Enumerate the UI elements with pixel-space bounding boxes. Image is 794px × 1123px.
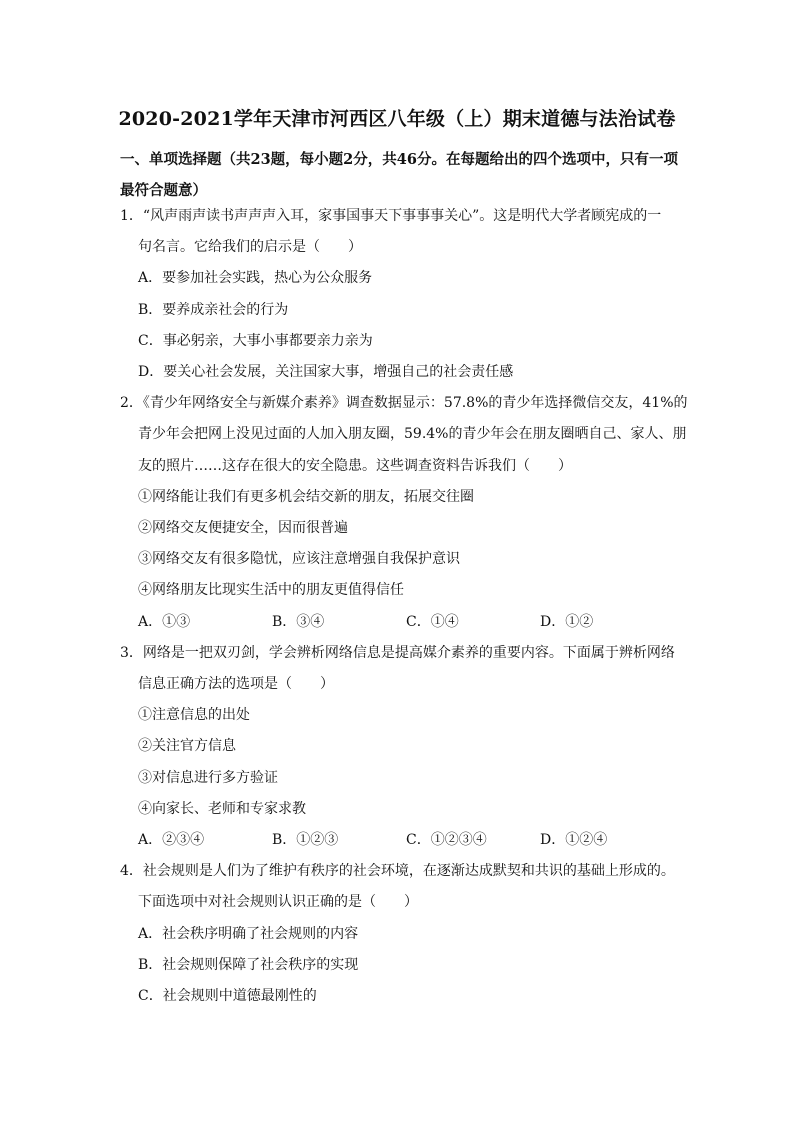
question-3-statement-3: ③对信息进行多方验证 bbox=[138, 769, 278, 786]
question-1-stem-line1: 1．“风声雨声读书声声声入耳，家事国事天下事事事关心”。这是明代大学者顾宪成的一 bbox=[120, 208, 662, 224]
question-3-stem-line1: 3．网络是一把双刃剑，学会辨析网络信息是提高媒介素养的重要内容。下面属于辨析网络 bbox=[120, 644, 675, 661]
question-4-option-a: A．社会秩序明确了社会规则的内容 bbox=[138, 925, 359, 942]
question-1-option-a: A．要参加社会实践，热心为公众服务 bbox=[138, 270, 373, 287]
question-2-stem-line1: 2．《青少年网络安全与新媒介素养》调查数据显示：57.8%的青少年选择微信交友，41%的 bbox=[120, 395, 688, 412]
question-3-option-b: B．①②③ bbox=[272, 832, 339, 849]
question-3-options bbox=[120, 825, 680, 856]
question-2-statement-3: ③网络交友有很多隐忧，应该注意增强自我保护意识 bbox=[138, 551, 460, 568]
question-2-stem-line3: 友的照片……这存在很大的安全隐患。这些调查资料告诉我们（ ） bbox=[138, 457, 572, 474]
question-1-stem-line2: 句名言。它给我们的启示是（ ） bbox=[138, 239, 362, 256]
question-2-stem-line2: 青少年会把网上没见过面的人加入朋友圈，59.4%的青少年会在朋友圈晒自己、家人、朋 bbox=[138, 426, 687, 443]
question-4 bbox=[120, 856, 680, 1012]
questions-list bbox=[120, 201, 688, 1012]
question-3 bbox=[120, 638, 680, 856]
question-2-statement-1: ①网络能让我们有更多机会结交新的朋友，拓展交往圈 bbox=[138, 488, 474, 505]
question-3-option-d: D．①②④ bbox=[540, 832, 608, 849]
question-2-option-b: B．③④ bbox=[272, 613, 325, 630]
question-3-statement-4: ④向家长、老师和专家求教 bbox=[138, 800, 306, 817]
section-heading bbox=[120, 144, 680, 206]
question-4-stem-line1: 4．社会规则是人们为了维护有秩序的社会环境，在逐渐达成默契和共识的基础上形成的。 bbox=[120, 863, 675, 880]
question-2 bbox=[120, 388, 688, 638]
question-3-statement-1: ①注意信息的出处 bbox=[138, 707, 250, 724]
question-3-statement-2: ②关注官方信息 bbox=[138, 738, 236, 755]
question-1-option-d: D．要关心社会发展，关注国家大事，增强自己的社会责任感 bbox=[138, 364, 514, 381]
question-3-option-a: A．②③④ bbox=[138, 832, 205, 849]
question-1 bbox=[120, 201, 680, 388]
question-3-option-c: C．①②③④ bbox=[406, 832, 487, 849]
section-heading-line2: 最符合题意） bbox=[120, 182, 207, 199]
question-4-option-b: B．社会规则保障了社会秩序的实现 bbox=[138, 956, 359, 973]
question-4-option-c: C．社会规则中道德最刚性的 bbox=[138, 988, 317, 1005]
question-2-statement-4: ④网络朋友比现实生活中的朋友更值得信任 bbox=[138, 582, 404, 599]
document-title: 2020-2021学年天津市河西区八年级（上）期末道德与法治试卷 bbox=[118, 108, 676, 130]
section-heading-line1: 一、单项选择题（共23题，每小题2分，共46分。在每题给出的四个选项中，只有一项 bbox=[120, 151, 678, 168]
question-2-option-a: A．①③ bbox=[138, 613, 191, 630]
question-4-stem-line2: 下面选项中对社会规则认识正确的是（ ） bbox=[138, 894, 418, 911]
question-3-stem-line2: 信息正确方法的选项是（ ） bbox=[138, 676, 334, 693]
question-2-statement-2: ②网络交友便捷安全，因而很普遍 bbox=[138, 520, 348, 537]
question-2-option-c: C．①④ bbox=[406, 613, 459, 630]
question-2-options bbox=[120, 607, 680, 638]
question-1-option-b: B．要养成亲社会的行为 bbox=[138, 301, 289, 318]
question-2-option-d: D．①② bbox=[540, 613, 594, 630]
question-1-option-c: C．事必躬亲，大事小事都要亲力亲为 bbox=[138, 332, 373, 349]
